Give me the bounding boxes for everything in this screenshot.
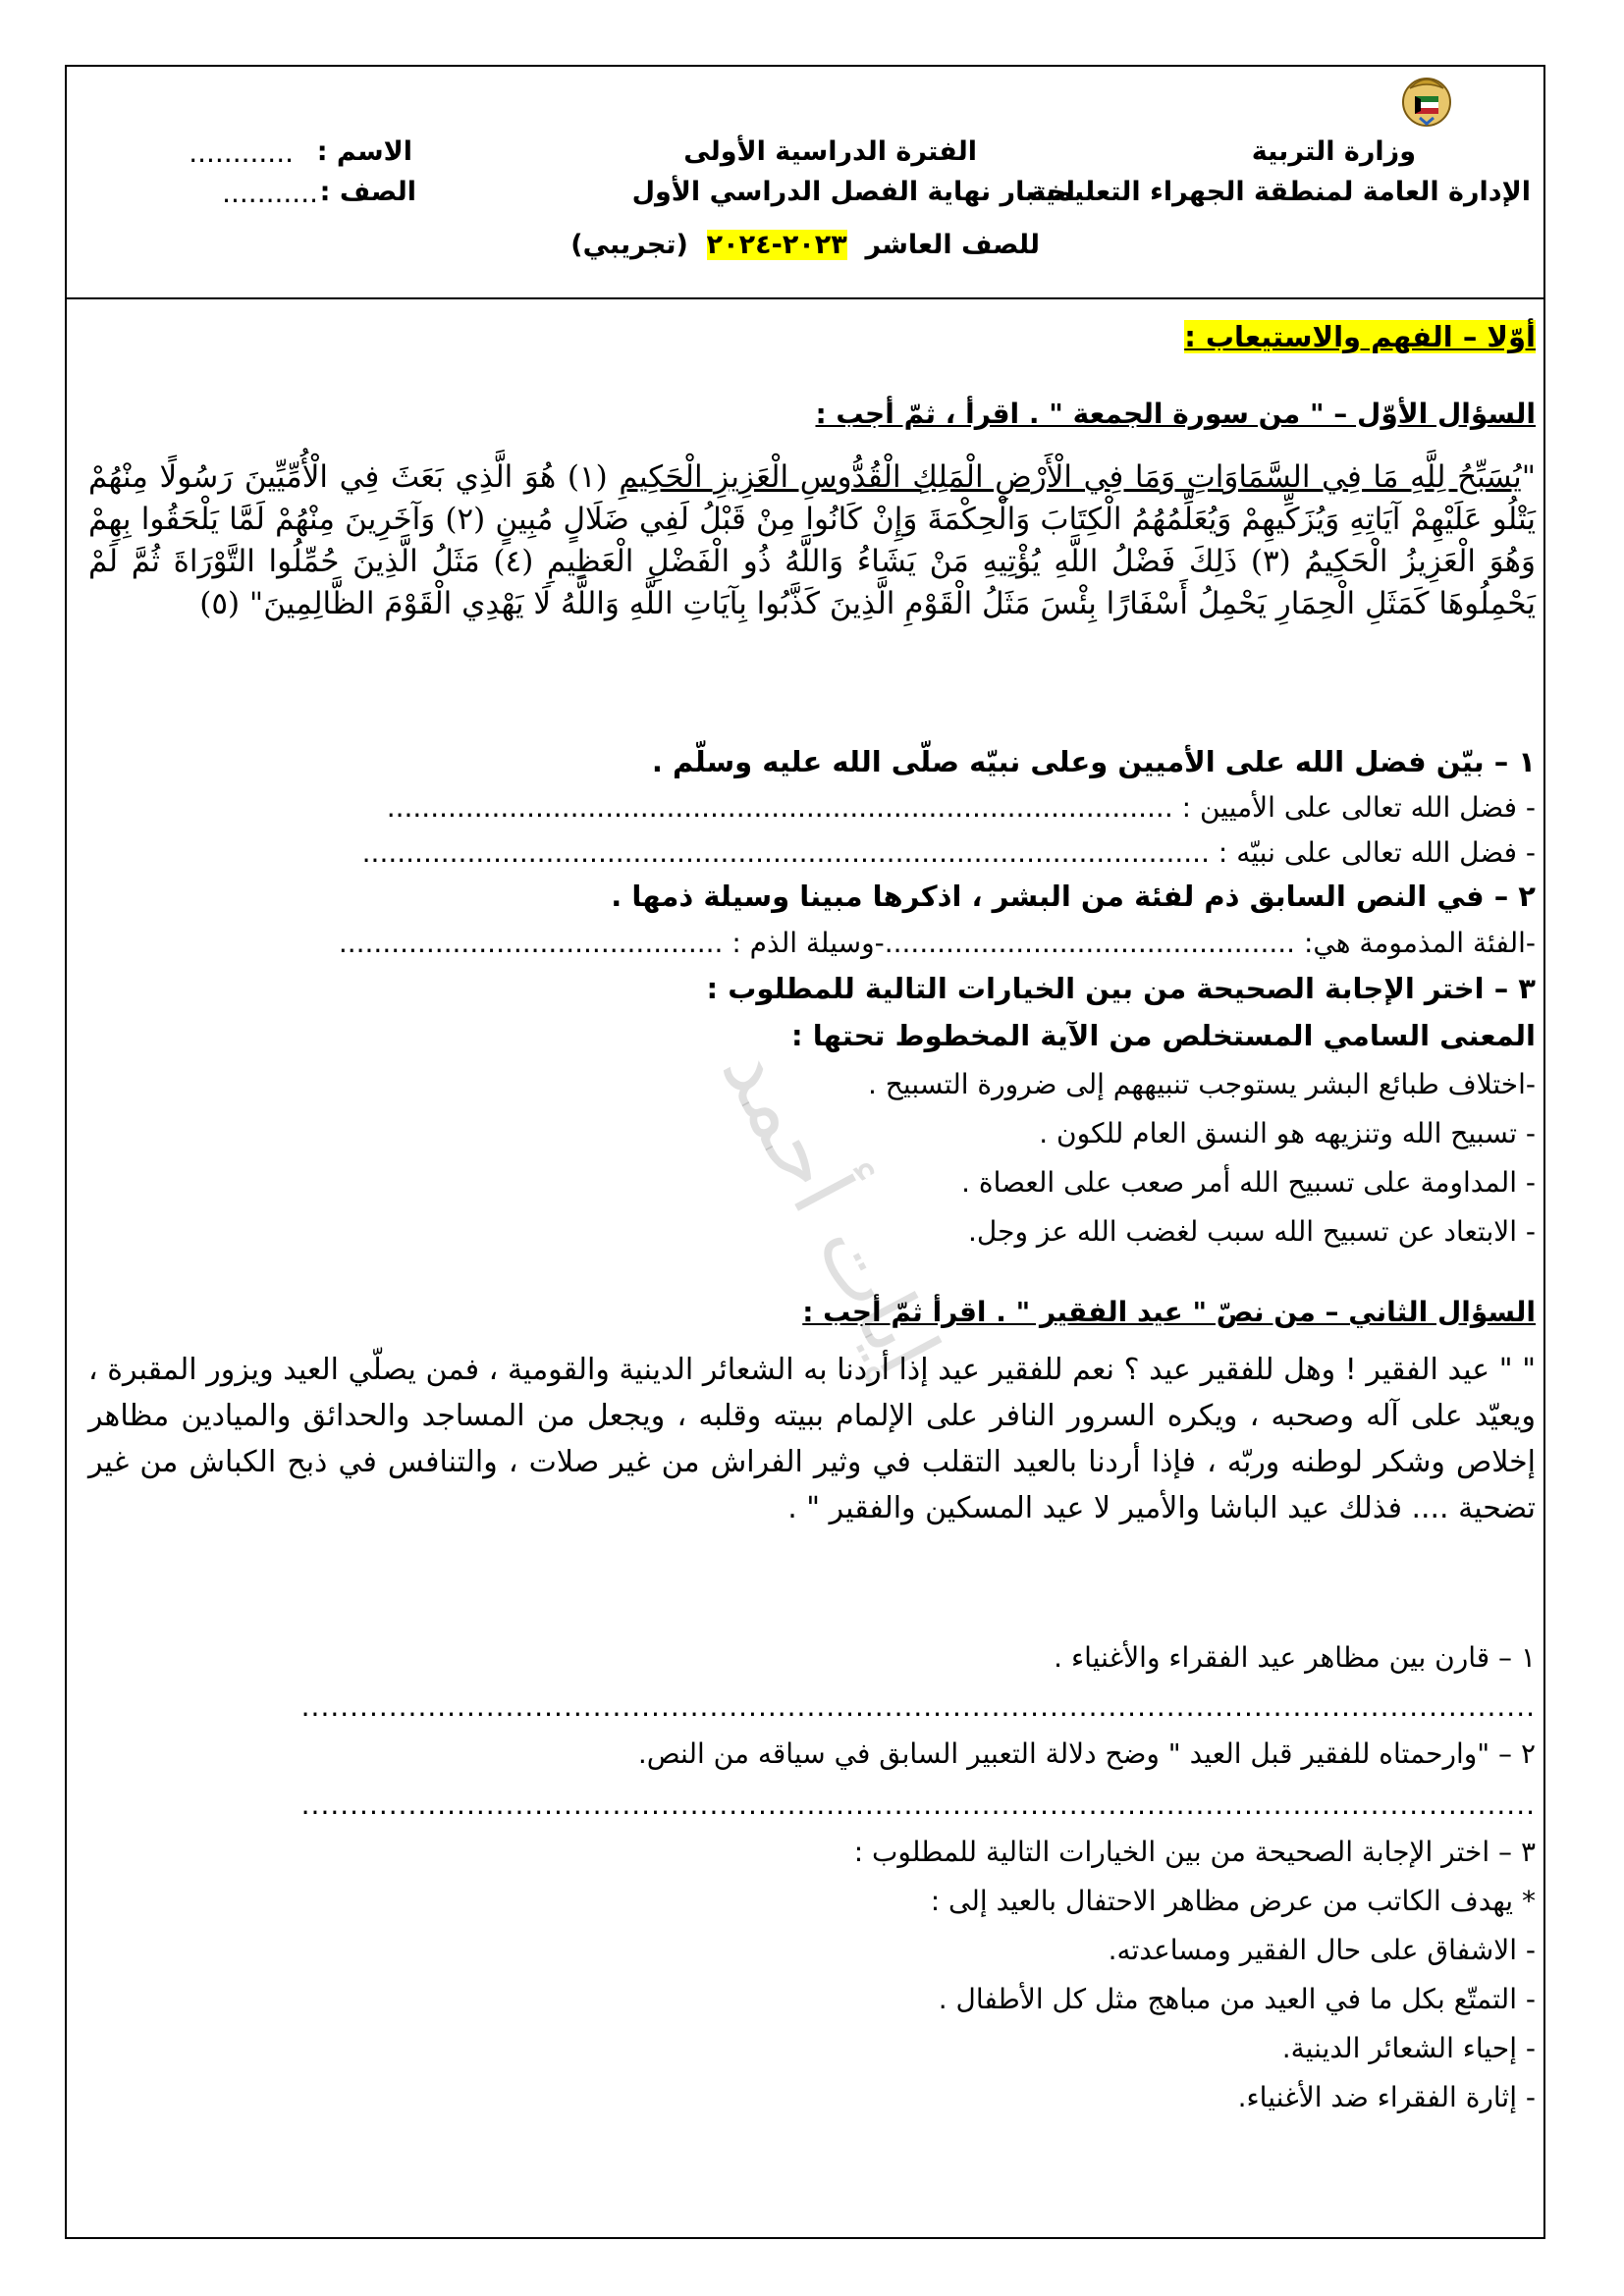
exam-title: اختبار نهاية الفصل الدراسي الأول (631, 177, 1075, 207)
q1-option-2[interactable]: - تسبيح الله وتنزيهه هو النسق العام للكون . (1039, 1117, 1536, 1149)
ministry-name: وزارة التربية (1251, 136, 1416, 167)
q2-item-1: ١ – قارن بين مظاهر عيد الفقراء والأغنياء . (1054, 1641, 1536, 1674)
trial-label: (تجريبي) (570, 230, 688, 260)
verse-rest: (١) هُوَ الَّذِي بَعَثَ فِي الْأُمِّيِّينَ رَسُولًا مِنْهُمْ يَتْلُو عَلَيْهِمْ آيَاتِهِ وَيُزَكِّيهِمْ وَيُعَلِّمُهُمُ الْكِتَابَ وَالْحِكْمَةَ وَإِنْ كَانُوا مِنْ قَبْلُ لَفِي ضَلَالٍ مُبِينٍ (٢) وَآخَرِينَ مِنْهُمْ لَمَّا يَلْحَقُوا بِهِمْ وَهُوَ الْعَزِيزُ الْحَكِيمُ (٣) ذَلِكَ فَضْلُ اللَّهِ يُؤْتِيهِ مَنْ يَشَاءُ وَاللَّهُ ذُو الْفَضْلِ الْعَظِيمِ (٤) مَثَلُ الَّذِينَ حُمِّلُوا التَّوْرَاةَ ثُمَّ لَمْ يَحْمِلُوهَا كَمَثَلِ الْحِمَارِ يَحْمِلُ أَسْفَارًا بِئْسَ مَثَلُ الْقَوْمِ الَّذِينَ كَذَّبُوا بِآيَاتِ اللَّهِ وَاللَّهُ لَا يَهْدِي الْقَوْمَ الظَّالِمِينَ" (٥) (88, 459, 1536, 621)
q1-item-1: ١ – بيّن فضل الله على الأميين وعلى نبيّه صلّى الله عليه وسلّم . (651, 745, 1536, 778)
q2-subtitle: * يهدف الكاتب من عرض مظاهر الاحتفال بالعيد إلى : (930, 1885, 1536, 1917)
class-label: الصف : (319, 177, 416, 207)
q1-option-1[interactable]: -اختلاف طبائع البشر يستوجب تنبيههم إلى ضرورة التسبيح . (868, 1068, 1536, 1100)
q2-option-1[interactable]: - الاشفاق على حال الفقير ومساعدته. (1108, 1934, 1536, 1966)
header-divider (67, 297, 1543, 299)
q2-option-2[interactable]: - التمتّع بكل ما في العيد من مباهج مثل كل الأطفال . (938, 1983, 1536, 2015)
q1-answer-1b[interactable]: - فضل الله تعالى على نبيّه : ................................................................................................. (361, 836, 1536, 869)
q2-item-2: ٢ – "وارحمتاه للفقير قبل العيد " وضح دلالة التعبير السابق في سياقه من النص. (637, 1737, 1536, 1770)
question1-title: السؤال الأوّل – " من سورة الجمعة " . اقرأ ، ثمّ أجب : (815, 398, 1536, 430)
q1-item-3: ٣ – اختر الإجابة الصحيحة من بين الخيارات التالية للمطلوب : (706, 972, 1536, 1005)
name-label: الاسم : (316, 136, 412, 167)
q1-answer-2[interactable]: -الفئة المذمومة هي: ...............................................-وسيلة الذم : ............................................ (338, 927, 1536, 959)
underlined-verse: يُسَبِّحُ لِلَّهِ مَا فِي السَّمَاوَاتِ وَمَا فِي الْأَرْضِ الْمَلِكِ الْقُدُّوسِ الْعَزِيزِ الْحَكِيمِ (619, 459, 1522, 495)
q1-subtitle: المعنى السامي المستخلص من الآية المخطوط تحتها : (791, 1019, 1536, 1052)
q2-item-3: ٣ – اختر الإجابة الصحيحة من بين الخيارات التالية للمطلوب : (853, 1836, 1536, 1868)
q2-option-3[interactable]: - إحياء الشعائر الدينية. (1281, 2032, 1536, 2064)
watermark: إيات أحمد (702, 1028, 959, 1390)
q2-answer-1[interactable]: ............................................................................................................................... (300, 1690, 1536, 1723)
grade-label: للصف العاشر (865, 230, 1040, 260)
q2-option-4[interactable]: - إثارة الفقراء ضد الأغنياء. (1237, 2081, 1536, 2113)
quran-passage (88, 456, 1536, 625)
q2-passage: " " عيد الفقير ! وهل للفقير عيد ؟ نعم للفقير عيد إذا أردنا به الشعائر الدينية والقومية ، فمن يصلّي العيد ويزور المقبرة ، ويعيّد على آله وصحبه ، ويكره السرور النافر على الإلمام ببيته وقلبه ، ويجعل من المساجد والحدائق والميادين مظاهر إخلاص وشكر لوطنه وربّه ، فإذا أردنا بالعيد التقلب في وثير الفراش من غير صلات ، والتنافس في ذبح الكباش من غير تضحية .... فذلك عيد الباشا والأمير لا عيد المسكين والفقير " . (88, 1353, 1536, 1525)
grade-line (570, 230, 1040, 260)
q1-item-2: ٢ – في النص السابق ذم لفئة من البشر ، اذكرها مبينا وسيلة ذمها . (611, 880, 1536, 913)
question2-title: السؤال الثاني – من نصّ " عيد الفقير " . اقرأ ثمّ أجب : (802, 1296, 1536, 1328)
q2-answer-2[interactable]: ............................................................................................................................... (300, 1789, 1536, 1821)
q1-option-3[interactable]: - المداومة على تسبيح الله أمر صعب على العصاة . (961, 1166, 1536, 1199)
verse-quote: " (1521, 459, 1537, 495)
section-title: أوّلا – الفهم والاستيعاب : (1184, 320, 1536, 353)
class-field[interactable]: ........... (222, 177, 318, 209)
name-field[interactable]: ............ (189, 136, 294, 169)
term-label: الفترة الدراسية الأولى (683, 136, 977, 167)
directorate-name: الإدارة العامة لمنطقة الجهراء التعليمية (1029, 177, 1531, 207)
kuwait-emblem-icon (1400, 69, 1453, 133)
q1-option-4[interactable]: - الابتعاد عن تسبيح الله سبب لغضب الله عز وجل. (968, 1215, 1536, 1248)
year-label: ٢٠٢٣-٢٠٢٤ (706, 230, 847, 260)
q1-answer-1a[interactable]: - فضل الله تعالى على الأميين : .......................................................................................... (386, 791, 1536, 824)
